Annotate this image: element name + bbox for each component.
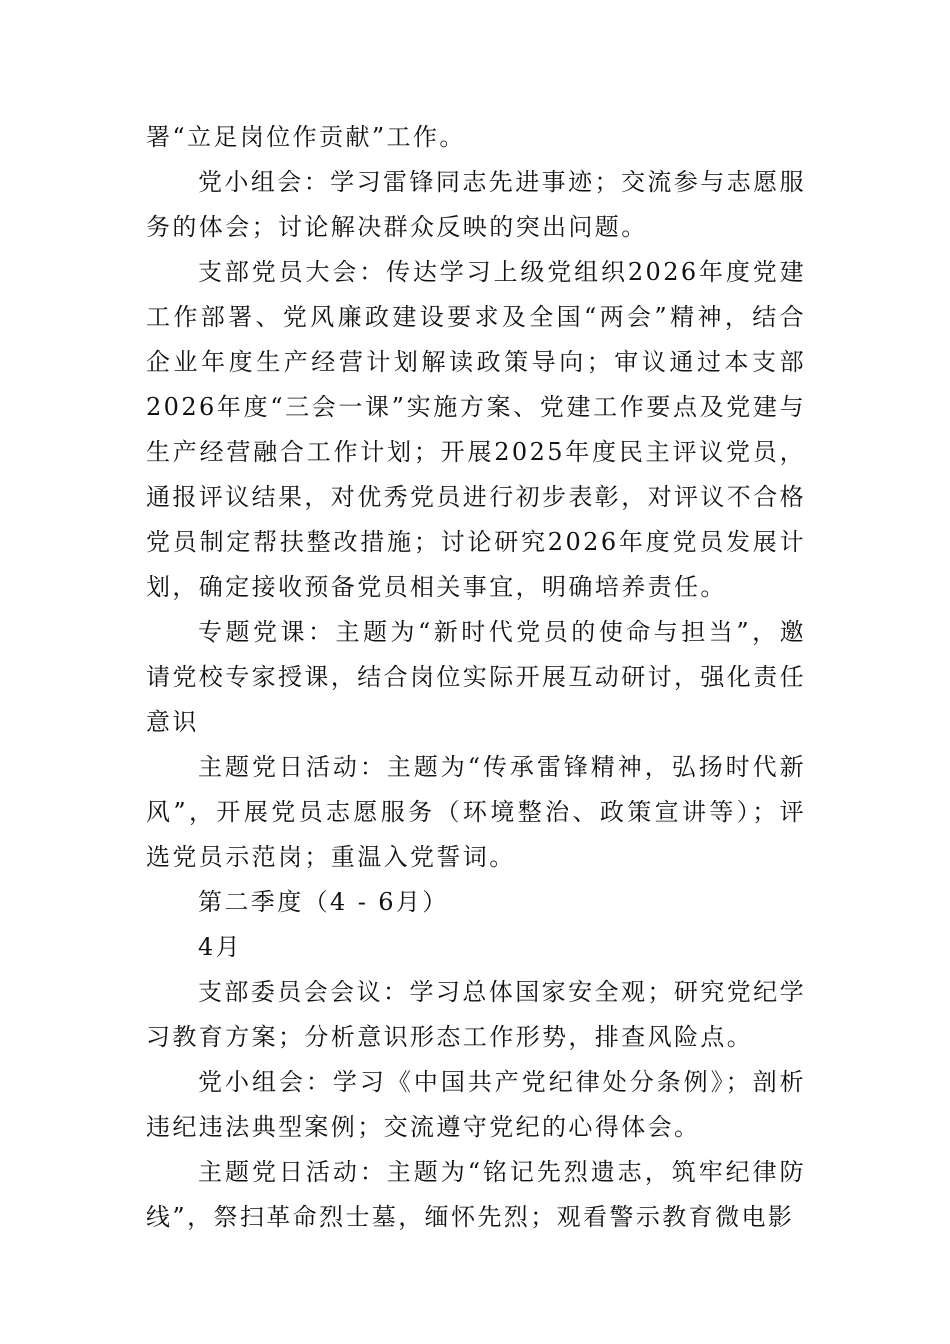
month-heading-april: 4月: [198, 933, 243, 961]
section-heading-second-quarter: 第二季度（4 - 6月）: [198, 888, 449, 916]
paragraph-special-party-lecture: 专题党课：主题为“新时代党员的使命与担当”，邀请党校专家授课，结合岗位实际开展互动研讨，强化责任意识: [146, 618, 806, 736]
paragraph-theme-party-day-april: 主题党日活动：主题为“铭记先烈遗志，筑牢纪律防线”，祭扫革命烈士墓，缅怀先烈；观看警示教育微电影: [146, 1158, 806, 1231]
paragraph-branch-committee-meeting: 支部委员会会议：学习总体国家安全观；研究党纪学习教育方案；分析意识形态工作形势，排查风险点。: [146, 978, 806, 1051]
document-body: [146, 115, 806, 1240]
paragraph-branch-general-meeting: 支部党员大会：传达学习上级党组织2026年度党建工作部署、党风廉政建设要求及全国“两会”精神，结合企业年度生产经营计划解读政策导向；审议通过本支部2026年度“三会一课”实施方案、党建工作要点及党建与生产经营融合工作计划；开展2025年度民主评议党员，通报评议结果，对优秀党员进行初步表彰，对评议不合格党员制定帮扶整改措施；讨论研究2026年度党员发展计划，确定接收预备党员相关事宜，明确培养责任。: [146, 258, 806, 601]
paragraph-party-group-meeting-april: 党小组会：学习《中国共产党纪律处分条例》；剖析违纪违法典型案例；交流遵守党纪的心得体会。: [146, 1068, 806, 1141]
paragraph-continuation: 署“立足岗位作贡献”工作。: [146, 123, 466, 151]
paragraph-theme-party-day: 主题党日活动：主题为“传承雷锋精神，弘扬时代新风”，开展党员志愿服务（环境整治、政策宣讲等）；评选党员示范岗；重温入党誓词。: [146, 753, 806, 871]
paragraph-party-group-meeting: 党小组会：学习雷锋同志先进事迹；交流参与志愿服务的体会；讨论解决群众反映的突出问题。: [146, 168, 806, 241]
